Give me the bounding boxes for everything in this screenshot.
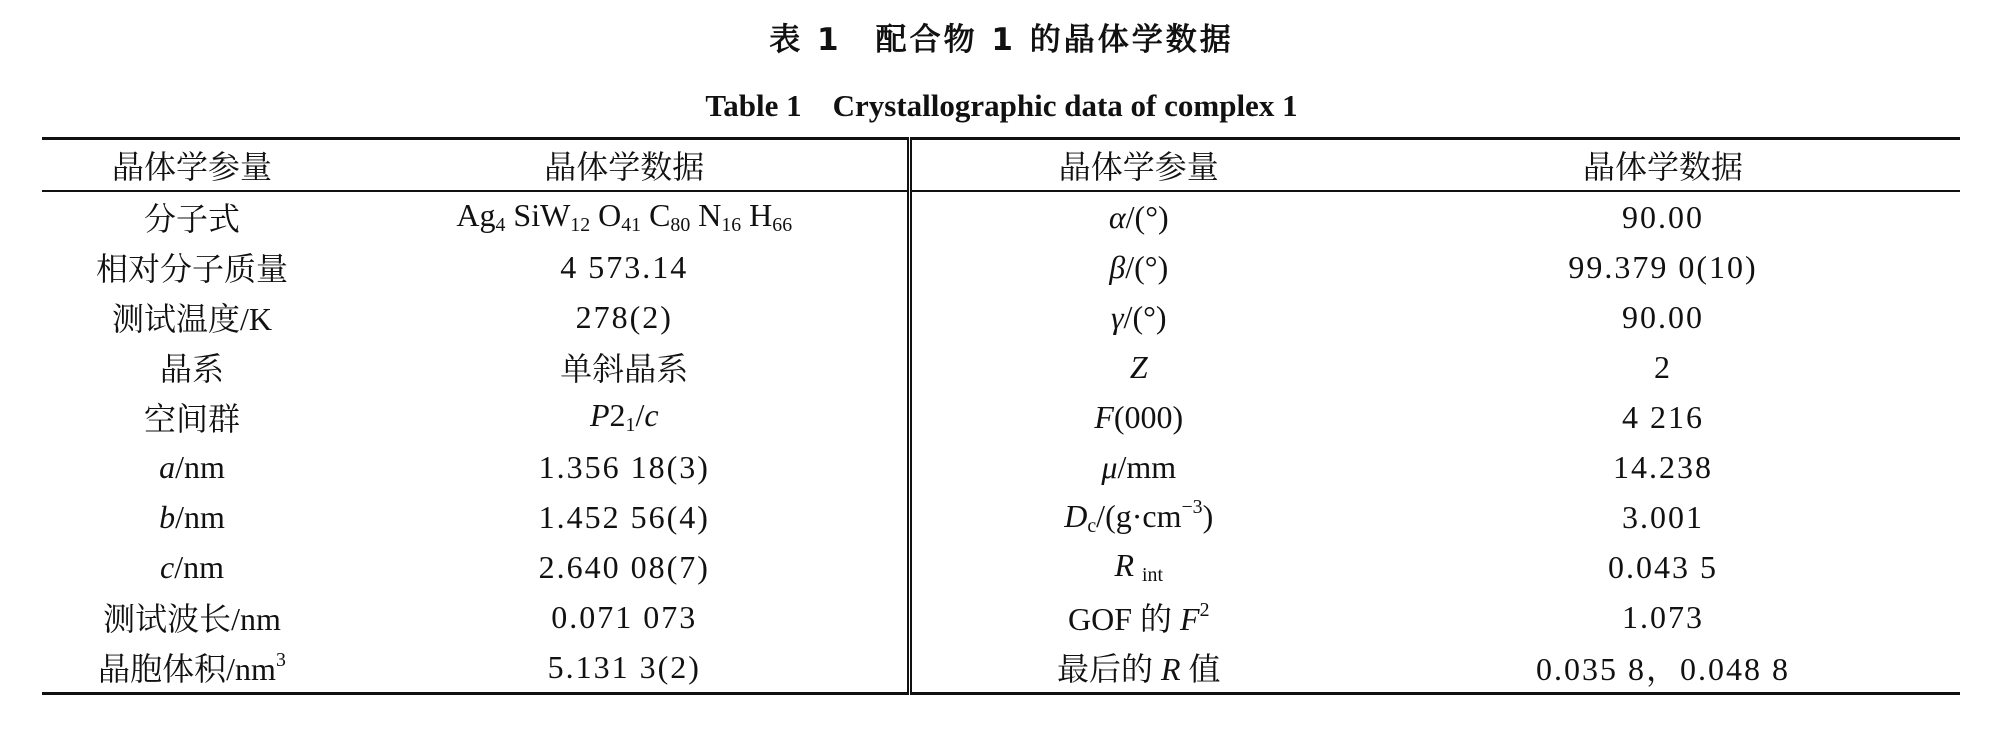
value-cell-formula: $Ag_4$ SiW$_{12}$ $O_{41}$ $C_{80}$ $N_{16}$ $H_{66}$	[342, 191, 909, 242]
value-cell: 5.131 3(2)	[342, 642, 909, 694]
value-cell: 0.071 073	[342, 592, 909, 642]
table-caption-chinese: 表 1 配合物 1 的晶体学数据	[769, 22, 1234, 58]
param-cell: 测试温度/K	[111, 301, 272, 337]
value-cell: 1.073	[1622, 598, 1704, 635]
table-row	[42, 242, 1960, 292]
value-cell-space-group: $P2_1/c$	[342, 392, 909, 442]
table-row	[42, 442, 1960, 492]
table-row	[42, 542, 1960, 592]
table-row	[42, 642, 1960, 694]
value-cell: 2.640 08(7)	[342, 542, 909, 592]
table-caption-english: Table 1 Crystallographic data of complex 1	[705, 88, 1298, 123]
table-row	[42, 492, 1960, 542]
param-cell: 相对分子质量	[95, 251, 288, 287]
param-cell-final-r: 最后的 R 值	[1056, 651, 1221, 687]
param-cell: μ/mm	[1101, 448, 1177, 485]
param-cell: c/nm	[160, 548, 224, 585]
value-cell: 4 216	[1622, 398, 1704, 435]
param-cell: 测试波长/nm	[103, 601, 281, 637]
header-data: 晶体学数据	[342, 139, 909, 192]
value-cell: 单斜晶系	[342, 342, 909, 392]
header-parameter: 晶体学参量	[1058, 149, 1219, 185]
value-cell: 278(2)	[342, 292, 909, 342]
param-cell-beta: β/(°)	[1109, 248, 1169, 285]
value-cell: 3.001	[1622, 498, 1704, 535]
param-cell-z: Z	[1129, 348, 1148, 385]
param-cell-rint: R $_{int}$	[1114, 547, 1163, 586]
param-cell-alpha: α/(°)	[1108, 198, 1169, 235]
param-cell-gof: GOF 的 $F^2$	[1068, 599, 1210, 637]
value-cell: 0.035 8，0.048 8	[1535, 651, 1790, 687]
param-cell: F(000)	[1094, 398, 1184, 435]
param-cell-density: $D_c/(g\cdot cm^{-3})$	[1064, 496, 1214, 537]
value-cell: 2	[1654, 348, 1672, 385]
param-cell: a/nm	[159, 448, 225, 485]
table-row	[42, 392, 1960, 442]
header-parameter: 晶体学参量	[111, 149, 272, 185]
param-cell: 空间群	[143, 401, 240, 437]
table-row	[42, 292, 1960, 342]
param-cell: 分子式	[143, 201, 240, 237]
table-row	[42, 191, 1960, 242]
param-cell-gamma: γ/(°)	[1110, 298, 1167, 335]
crystallographic-data-table	[42, 137, 1960, 695]
value-cell: 14.238	[1613, 448, 1713, 485]
value-cell: 1.356 18(3)	[342, 442, 909, 492]
param-cell: 晶系	[159, 351, 224, 387]
table-header-row	[42, 139, 1960, 192]
value-cell: 1.452 56(4)	[342, 492, 909, 542]
value-cell: 4 573.14	[342, 242, 909, 292]
value-cell: 99.379 0(10)	[1568, 248, 1758, 285]
value-cell: 90.00	[1622, 298, 1704, 335]
value-cell: 90.00	[1622, 198, 1704, 235]
param-cell: b/nm	[159, 498, 225, 535]
value-cell: 0.043 5	[1608, 548, 1718, 585]
header-data: 晶体学数据	[1582, 149, 1743, 185]
table-row	[42, 342, 1960, 392]
table-row	[42, 592, 1960, 642]
param-cell-cell-volume: 晶胞体积$/nm^3$	[98, 649, 286, 687]
